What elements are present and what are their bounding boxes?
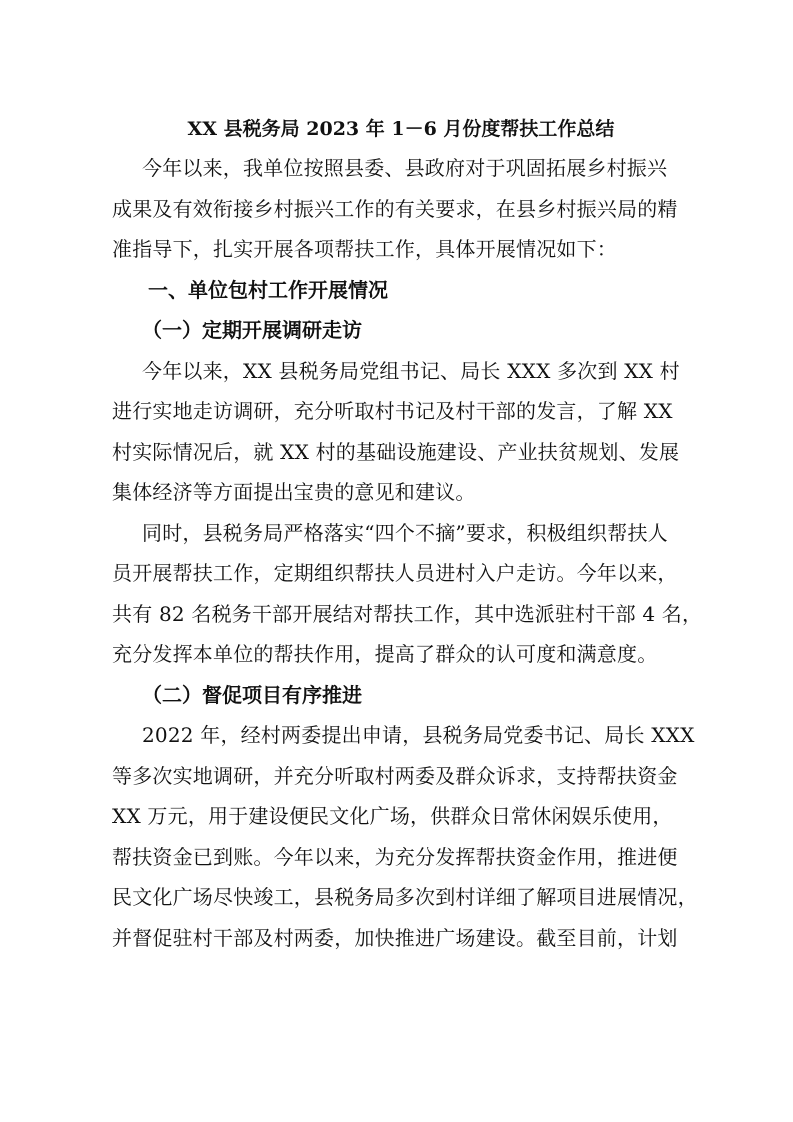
document-title: XX 县税务局 2023 年 1－6 月份度帮扶工作总结 <box>187 118 615 140</box>
subsection-heading-1: （一）定期开展调研走访 <box>142 318 362 342</box>
sub1-p2-line-1: 同时，县税务局严格落实“四个不摘”要求，积极组织帮扶人 <box>142 520 668 545</box>
sub2-p1-line-5: 民文化广场尽快竣工，县税务局多次到村详细了解项目进展情况， <box>112 885 698 909</box>
subsection-heading-2: （二）督促项目有序推进 <box>142 682 362 707</box>
sub1-p2-line-3: 共有 82 名税务干部开展结对帮扶工作，其中选派驻村干部 4 名， <box>112 601 703 626</box>
sub2-p1-line-6: 并督促驻村干部及村两委，加快推进广场建设。截至目前，计划 <box>112 925 678 950</box>
sub1-paragraph-2 <box>112 513 703 675</box>
intro-line-3: 准指导下，扎实开展各项帮扶工作，具体开展情况如下： <box>112 237 617 261</box>
intro-line-1: 今年以来，我单位按照县委、县政府对于巩固拓展乡村振兴 <box>142 156 668 180</box>
intro-paragraph <box>112 148 690 270</box>
intro-line-2: 成果及有效衔接乡村振兴工作的有关要求，在县乡村振兴局的精 <box>112 196 678 221</box>
sub1-p1-line-1: 今年以来，XX 县税务局党组书记、局长 XXX 多次到 XX 村 <box>142 358 680 383</box>
sub1-p1-line-3: 村实际情况后，就 XX 村的基础设施建设、产业扶贫规划、发展 <box>112 439 680 464</box>
sub2-paragraph-1 <box>112 715 698 958</box>
section-heading-1: 一、单位包村工作开展情况 <box>148 277 388 302</box>
sub1-p2-line-4: 充分发挥本单位的帮扶作用，提高了群众的认可度和满意度。 <box>112 642 658 666</box>
sub2-p1-line-4: 帮扶资金已到账。今年以来，为充分发挥帮扶资金作用，推进便 <box>112 844 678 869</box>
sub1-p1-line-2: 进行实地走访调研，充分听取村书记及村干部的发言，了解 XX <box>112 399 673 423</box>
sub1-paragraph-1 <box>112 351 690 513</box>
sub1-p1-line-4: 集体经济等方面提出宝贵的意见和建议。 <box>112 480 476 504</box>
sub2-p1-line-2: 等多次实地调研，并充分听取村两委及群众诉求，支持帮扶资金 <box>112 763 678 788</box>
sub2-p1-line-1: 2022 年，经村两委提出申请，县税务局党委书记、局长 XXX <box>142 723 695 747</box>
sub2-p1-line-3: XX 万元，用于建设便民文化广场，供群众日常休闲娱乐使用， <box>112 804 673 828</box>
sub1-p2-line-2: 员开展帮扶工作，定期组织帮扶人员进村入户走访。今年以来， <box>112 561 678 585</box>
document-body <box>112 110 703 958</box>
